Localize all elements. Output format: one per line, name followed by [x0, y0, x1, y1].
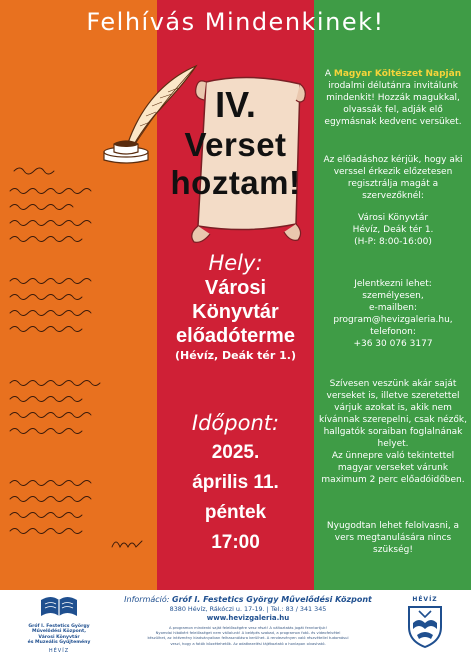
- event-title: [157, 84, 314, 202]
- date-block: [157, 408, 314, 558]
- title-line-2: hoztam!: [170, 164, 301, 201]
- footer-address: 8380 Hévíz, Rákóczi u. 17-19. | Tel.: 83 / 341 345: [169, 605, 327, 613]
- contact-info: Jelentkezni lehet: személyesen, e-mailben: program@hevizgaleria.hu, telefonon: +36 30 076 3177: [318, 278, 468, 350]
- title-edition: IV.: [215, 84, 256, 125]
- anniversary-text: Az ünnepre való tekintettel magyar verseket várunk maximum 2 perc előadóidőben.: [321, 451, 465, 485]
- venue-line-2: Könyvtár: [192, 301, 279, 323]
- book-logo-icon: [37, 594, 81, 620]
- venue-heading: Hely:: [208, 251, 263, 275]
- institution-logo: Gróf I. Festetics György Művelődési Központ, Városi Könyvtár és Muzeális Gyűjtemény HÉVÍZ: [24, 594, 94, 654]
- handwritten-poem: [0, 155, 157, 555]
- welcome-text: Szívesen veszünk akár saját verseket is, illetve szeretettel várjuk azokat is, akik nem kívánnak szerepelni, csak nézők, hallgatók soraiban foglalnának helyet.: [319, 379, 467, 449]
- date-year: 2025.: [211, 442, 260, 463]
- footer-fineprint: A programon mindenki saját felelősségére vesz részt! A változtatás jogát fenntartjuk! Nyomdai hibákért felelősséget nem vállalunk! A belépés szabad, a programon fotó- és videofelvétel készülhet, az intézmény kiadványaiban felhasználásra kerülhet. A rendezvényen való részvétellel tudomásul veszi, hogy a fotók közzétehetők. Az adatkezelési tájékoztató a honlapon olvasható.: [147, 626, 349, 646]
- footer: [0, 590, 471, 668]
- venue-address: (Hévíz, Deák tér 1.): [174, 349, 297, 362]
- title-line-1: Verset: [184, 126, 287, 163]
- footer-website[interactable]: www.hevizgaleria.hu: [206, 614, 290, 622]
- venue-line-3: előadóterme: [176, 325, 295, 347]
- footer-info: Információ: Gróf I. Festetics György Művelődési Központ 8380 Hévíz, Rákóczi u. 17-19. | Tel.: 83 / 341 345 www.hevizgaleria.hu A programon mindenki saját felelősségére vesz részt! A változtatás jogát fenntartjuk! Nyomdai hibákért felelősséget nem vállalunk! A belépés szabad, a programon fotó- és videofelvétel készülhet, az intézmény kiadványaiban felhasználásra kerülhet. A rendezvényen való részvétellel tudomásul veszi, hogy a fotók közzétehetők. Az adatkezelési tájékoztató a honlapon olvasható.: [108, 594, 388, 647]
- library-info: Városi Könyvtár Hévíz, Deák tér 1. (H-P: 8:00-16:00): [352, 213, 434, 247]
- contact-phone[interactable]: +36 30 076 3177: [353, 339, 433, 349]
- registration-text: Az előadáshoz kérjük, hogy aki verssel érkezik előzetesen regisztrálja magát a szervezőknél:: [323, 155, 463, 201]
- contact-email[interactable]: program@hevizgaleria.hu,: [333, 315, 453, 325]
- closing-text: Nyugodtan lehet felolvasni, a vers megtanulására nincs szükség!: [326, 521, 460, 555]
- date-time: 17:00: [211, 532, 260, 553]
- date-heading: Időpont:: [191, 411, 280, 435]
- city-logo: HÉVÍZ: [402, 596, 448, 653]
- intro-text: A Magyar Költészet Napján irodalmi délutánra invitálunk mindenkit! Hozzák magukkal, olvassák fel, adják elő egymásnak kedvenc versüket.: [324, 69, 462, 127]
- headline: Felhívás Mindenkinek!: [86, 8, 385, 36]
- venue-line-1: Városi: [204, 277, 267, 299]
- date-weekday: péntek: [204, 502, 267, 523]
- date-day: április 11.: [192, 472, 279, 493]
- venue-block: [157, 250, 314, 363]
- city-crest-icon: [405, 603, 445, 649]
